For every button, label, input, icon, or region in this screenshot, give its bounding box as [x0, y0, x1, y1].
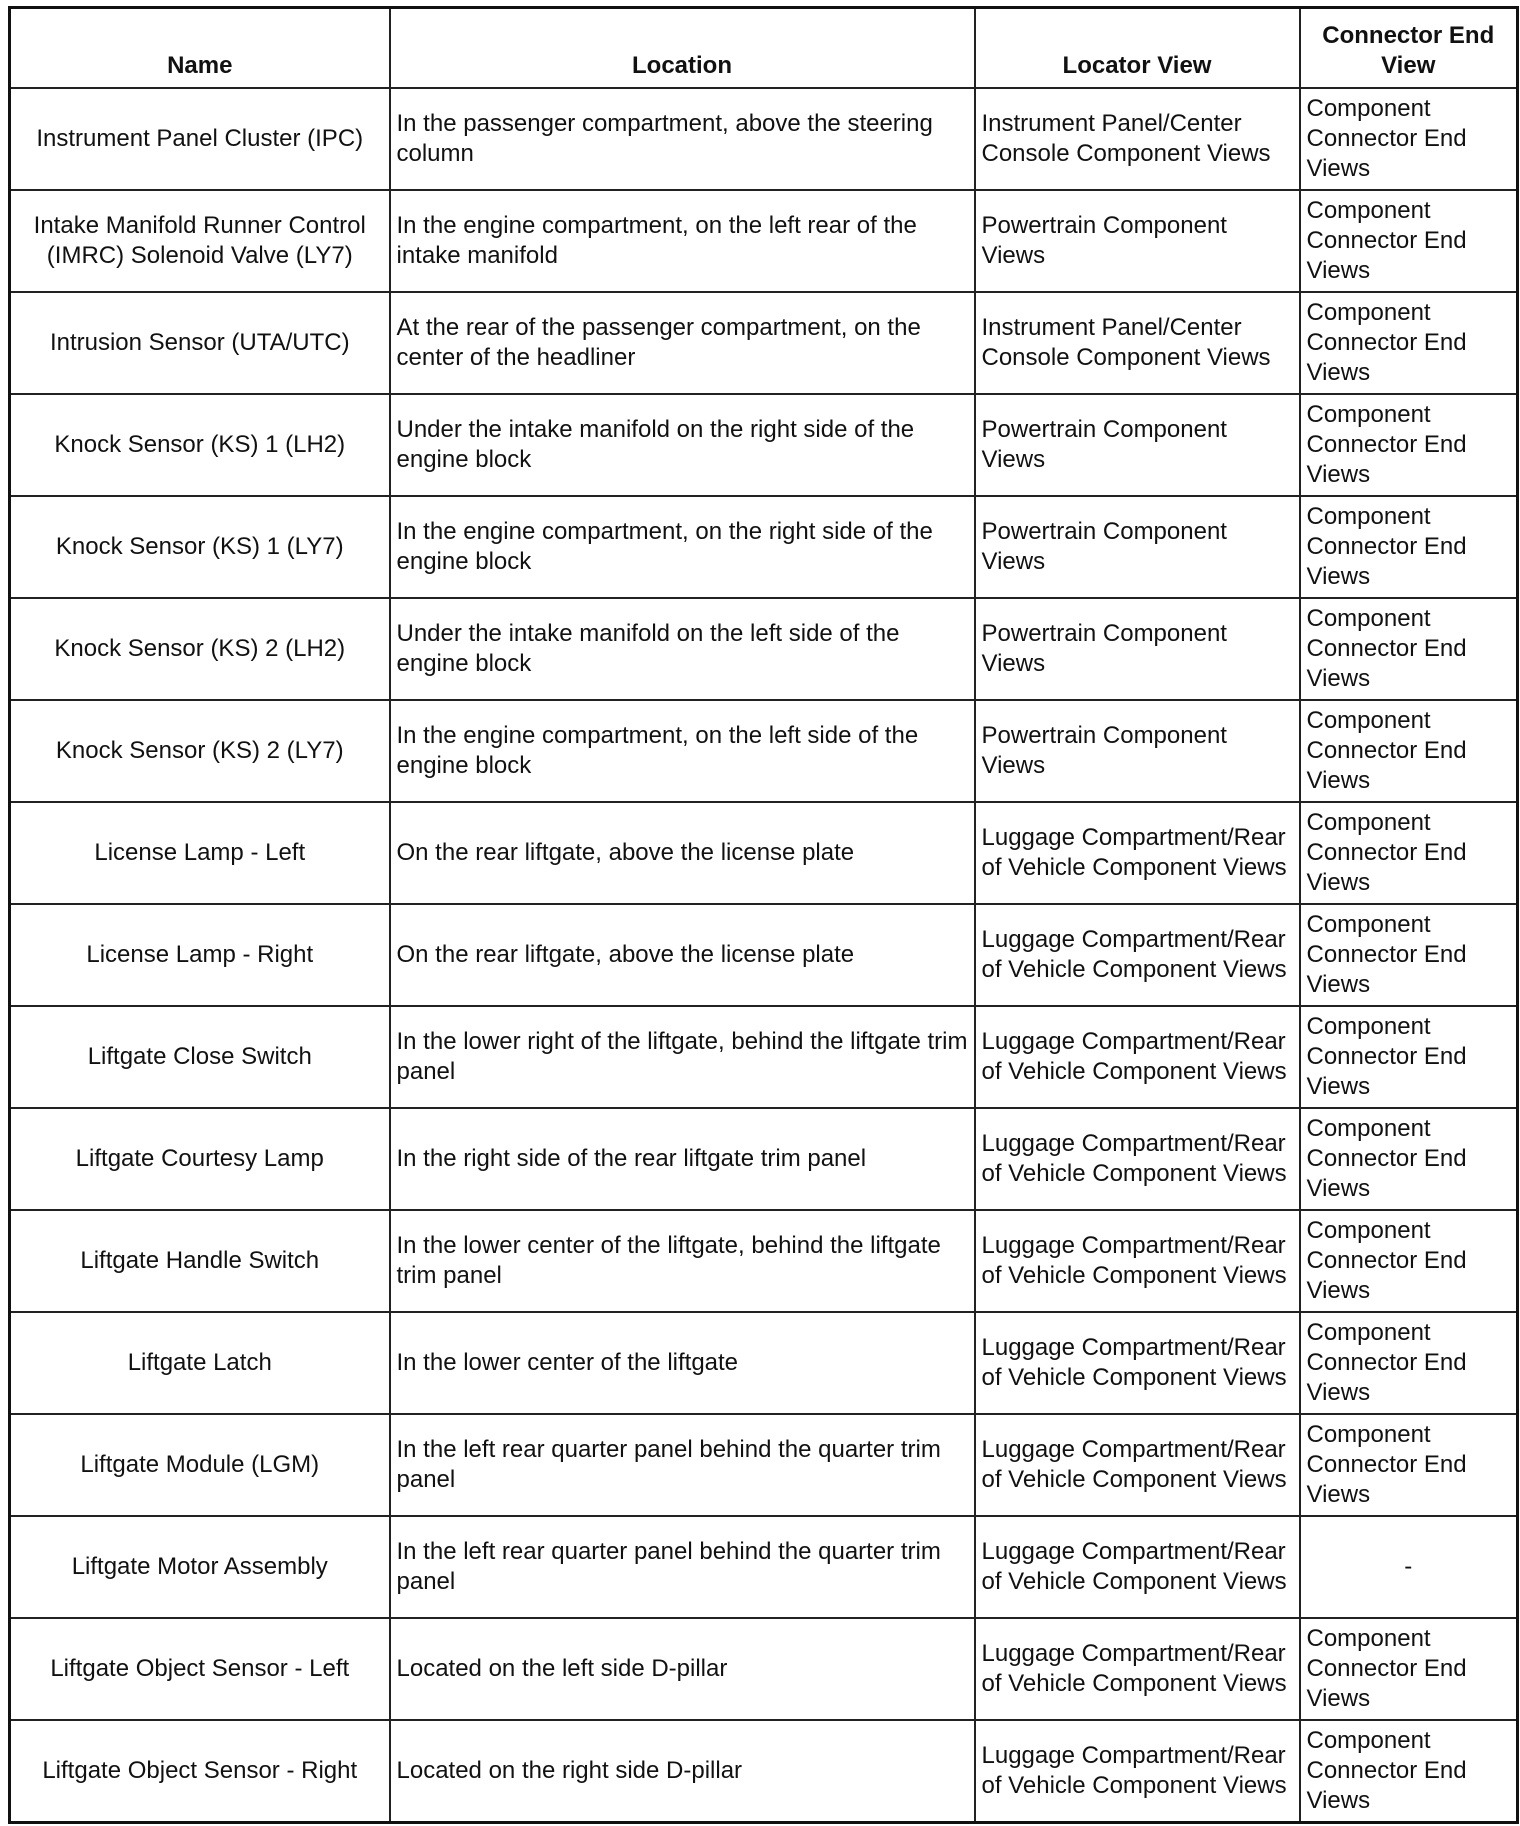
component-name-cell: License Lamp - Left: [10, 802, 390, 904]
table-row: [10, 700, 1518, 802]
connector-end-view-cell: Component Connector End Views: [1300, 598, 1518, 700]
table-row: [10, 1006, 1518, 1108]
connector-end-view-cell: Component Connector End Views: [1300, 1720, 1518, 1823]
table-row: [10, 496, 1518, 598]
component-name-cell: Intake Manifold Runner Control (IMRC) Solenoid Valve (LY7): [10, 190, 390, 292]
table-body: [10, 88, 1518, 1823]
locator-view-cell: Luggage Compartment/Rear of Vehicle Component Views: [975, 1720, 1300, 1823]
connector-end-view-cell: Component Connector End Views: [1300, 190, 1518, 292]
table-row: [10, 1414, 1518, 1516]
location-cell: In the lower right of the liftgate, behind the liftgate trim panel: [390, 1006, 975, 1108]
location-cell: In the left rear quarter panel behind the quarter trim panel: [390, 1516, 975, 1618]
table-header: [10, 8, 1518, 89]
connector-end-view-cell: Component Connector End Views: [1300, 802, 1518, 904]
location-cell: Located on the right side D-pillar: [390, 1720, 975, 1823]
locator-view-cell: Luggage Compartment/Rear of Vehicle Component Views: [975, 1312, 1300, 1414]
locator-view-cell: Powertrain Component Views: [975, 190, 1300, 292]
component-name-cell: Liftgate Close Switch: [10, 1006, 390, 1108]
table-row: [10, 802, 1518, 904]
location-cell: In the left rear quarter panel behind the quarter trim panel: [390, 1414, 975, 1516]
table-row: [10, 1516, 1518, 1618]
component-name-cell: Liftgate Motor Assembly: [10, 1516, 390, 1618]
locator-view-cell: Luggage Compartment/Rear of Vehicle Component Views: [975, 1006, 1300, 1108]
locator-view-cell: Luggage Compartment/Rear of Vehicle Component Views: [975, 1516, 1300, 1618]
table-row: [10, 394, 1518, 496]
table-row: [10, 598, 1518, 700]
table-row: [10, 1312, 1518, 1414]
component-name-cell: Knock Sensor (KS) 2 (LH2): [10, 598, 390, 700]
location-cell: In the passenger compartment, above the steering column: [390, 88, 975, 190]
location-cell: At the rear of the passenger compartment, on the center of the headliner: [390, 292, 975, 394]
table-row: [10, 1618, 1518, 1720]
location-cell: In the engine compartment, on the right side of the engine block: [390, 496, 975, 598]
table-row: [10, 88, 1518, 190]
connector-end-view-cell: Component Connector End Views: [1300, 1618, 1518, 1720]
connector-end-view-cell: Component Connector End Views: [1300, 88, 1518, 190]
component-locator-table: [8, 6, 1519, 1824]
table-row: [10, 904, 1518, 1006]
connector-end-view-cell: Component Connector End Views: [1300, 292, 1518, 394]
location-cell: In the right side of the rear liftgate trim panel: [390, 1108, 975, 1210]
locator-view-cell: Luggage Compartment/Rear of Vehicle Component Views: [975, 904, 1300, 1006]
connector-end-view-cell: Component Connector End Views: [1300, 1006, 1518, 1108]
component-name-cell: Instrument Panel Cluster (IPC): [10, 88, 390, 190]
connector-end-view-cell: Component Connector End Views: [1300, 1210, 1518, 1312]
component-name-cell: Liftgate Module (LGM): [10, 1414, 390, 1516]
component-name-cell: Liftgate Handle Switch: [10, 1210, 390, 1312]
connector-end-view-cell: -: [1300, 1516, 1518, 1618]
component-name-cell: License Lamp - Right: [10, 904, 390, 1006]
locator-view-cell: Luggage Compartment/Rear of Vehicle Component Views: [975, 802, 1300, 904]
component-name-cell: Liftgate Object Sensor - Left: [10, 1618, 390, 1720]
location-cell: In the lower center of the liftgate, behind the liftgate trim panel: [390, 1210, 975, 1312]
location-cell: On the rear liftgate, above the license plate: [390, 904, 975, 1006]
location-cell: Located on the left side D-pillar: [390, 1618, 975, 1720]
component-name-cell: Intrusion Sensor (UTA/UTC): [10, 292, 390, 394]
locator-view-cell: Luggage Compartment/Rear of Vehicle Component Views: [975, 1414, 1300, 1516]
connector-end-view-cell: Component Connector End Views: [1300, 394, 1518, 496]
connector-end-view-cell: Component Connector End Views: [1300, 1312, 1518, 1414]
header-row: [10, 8, 1518, 89]
locator-view-cell: Powertrain Component Views: [975, 700, 1300, 802]
locator-view-cell: Luggage Compartment/Rear of Vehicle Component Views: [975, 1108, 1300, 1210]
connector-end-view-cell: Component Connector End Views: [1300, 700, 1518, 802]
table-row: [10, 1210, 1518, 1312]
locator-view-cell: Instrument Panel/Center Console Component Views: [975, 88, 1300, 190]
connector-end-view-cell: Component Connector End Views: [1300, 1414, 1518, 1516]
table-row: [10, 190, 1518, 292]
locator-view-cell: Powertrain Component Views: [975, 394, 1300, 496]
table-row: [10, 1108, 1518, 1210]
component-name-cell: Liftgate Courtesy Lamp: [10, 1108, 390, 1210]
locator-view-cell: Luggage Compartment/Rear of Vehicle Component Views: [975, 1618, 1300, 1720]
location-cell: Under the intake manifold on the right side of the engine block: [390, 394, 975, 496]
table-row: [10, 292, 1518, 394]
location-cell: On the rear liftgate, above the license plate: [390, 802, 975, 904]
connector-end-view-cell: Component Connector End Views: [1300, 1108, 1518, 1210]
connector-end-view-cell: Component Connector End Views: [1300, 904, 1518, 1006]
header-connector-end-view: Connector End View: [1300, 8, 1518, 89]
locator-view-cell: Powertrain Component Views: [975, 598, 1300, 700]
header-name: Name: [10, 8, 390, 89]
location-cell: In the engine compartment, on the left side of the engine block: [390, 700, 975, 802]
header-location: Location: [390, 8, 975, 89]
locator-view-cell: Luggage Compartment/Rear of Vehicle Component Views: [975, 1210, 1300, 1312]
component-name-cell: Liftgate Latch: [10, 1312, 390, 1414]
component-name-cell: Knock Sensor (KS) 1 (LH2): [10, 394, 390, 496]
location-cell: In the engine compartment, on the left rear of the intake manifold: [390, 190, 975, 292]
connector-end-view-cell: Component Connector End Views: [1300, 496, 1518, 598]
locator-view-cell: Instrument Panel/Center Console Component Views: [975, 292, 1300, 394]
table-row: [10, 1720, 1518, 1823]
component-name-cell: Knock Sensor (KS) 1 (LY7): [10, 496, 390, 598]
location-cell: In the lower center of the liftgate: [390, 1312, 975, 1414]
component-name-cell: Liftgate Object Sensor - Right: [10, 1720, 390, 1823]
component-name-cell: Knock Sensor (KS) 2 (LY7): [10, 700, 390, 802]
location-cell: Under the intake manifold on the left side of the engine block: [390, 598, 975, 700]
locator-view-cell: Powertrain Component Views: [975, 496, 1300, 598]
header-locator-view: Locator View: [975, 8, 1300, 89]
